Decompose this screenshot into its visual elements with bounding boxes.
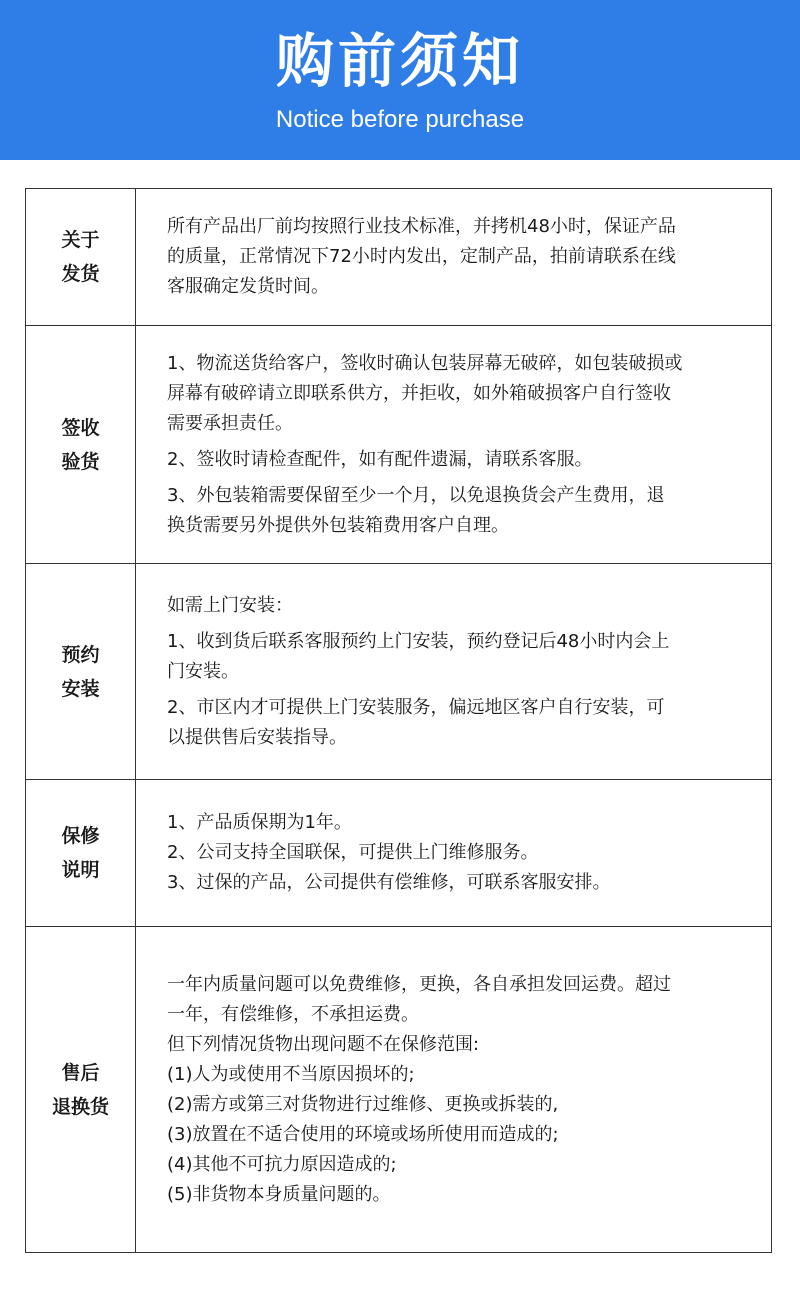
section-label-line: 关于 bbox=[61, 229, 100, 251]
section-label-line: 说明 bbox=[61, 859, 100, 881]
section-label bbox=[26, 927, 136, 1253]
section-content bbox=[136, 326, 772, 564]
page-title: 购前须知 bbox=[275, 27, 524, 95]
section-label-line: 验货 bbox=[61, 450, 100, 473]
paragraph bbox=[167, 808, 753, 838]
header-banner bbox=[0, 0, 800, 160]
section-label-line: 签收 bbox=[61, 416, 100, 439]
text-line: 2、市区内才可提供上门安装服务，偏远地区客户自行安装，可 bbox=[167, 696, 665, 718]
paragraph bbox=[167, 693, 753, 753]
text-line: 但下列情况货物出现问题不在保修范围: bbox=[167, 1033, 480, 1055]
section-inspection bbox=[26, 326, 772, 564]
section-label-line: 售后 bbox=[61, 1061, 100, 1084]
section-after-sales bbox=[26, 927, 772, 1253]
paragraph bbox=[167, 1060, 753, 1090]
section-label bbox=[26, 189, 136, 326]
section-label-line: 发货 bbox=[61, 263, 100, 285]
section-label-line: 预约 bbox=[61, 643, 100, 666]
section-label-line: 安装 bbox=[61, 677, 100, 700]
text-line: 需要承担责任。 bbox=[167, 412, 293, 434]
text-line: 2、签收时请检查配件，如有配件遗漏，请联系客服。 bbox=[167, 448, 593, 470]
section-label-line: 保修 bbox=[61, 825, 100, 847]
section-shipping bbox=[26, 189, 772, 326]
section-warranty bbox=[26, 780, 772, 927]
paragraph bbox=[167, 481, 753, 541]
text-line: (2)需方或第三对货物进行过维修、更换或拆装的, bbox=[167, 1093, 559, 1115]
paragraph bbox=[167, 445, 753, 475]
section-content bbox=[136, 189, 772, 326]
notice-table bbox=[25, 188, 772, 1253]
text-line: (4)其他不可抗力原因造成的; bbox=[167, 1153, 397, 1175]
paragraph bbox=[167, 349, 753, 439]
text-line: 屏幕有破碎请立即联系供方，并拒收，如外箱破损客户自行签收 bbox=[167, 382, 671, 404]
text-line: 2、公司支持全国联保，可提供上门维修服务。 bbox=[167, 842, 539, 863]
paragraph bbox=[167, 1030, 753, 1060]
section-label-line: 退换货 bbox=[51, 1095, 109, 1118]
paragraph bbox=[167, 1120, 753, 1150]
text-line: 一年，有偿维修，不承担运费。 bbox=[167, 1003, 419, 1025]
paragraph bbox=[167, 627, 753, 687]
text-line: 1、产品质保期为1年。 bbox=[167, 812, 352, 833]
section-content bbox=[136, 780, 772, 927]
text-line: 如需上门安装： bbox=[167, 594, 293, 616]
paragraph bbox=[167, 1090, 753, 1120]
paragraph bbox=[167, 838, 753, 868]
text-line: (5)非货物本身质量问题的。 bbox=[167, 1183, 391, 1205]
text-line: 一年内质量问题可以免费维修，更换，各自承担发回运费。超过 bbox=[167, 973, 671, 995]
paragraph bbox=[167, 212, 753, 302]
text-line: 门安装。 bbox=[167, 660, 239, 682]
paragraph bbox=[167, 868, 753, 898]
text-line: 1、收到货后联系客服预约上门安装，预约登记后48小时内会上 bbox=[167, 630, 670, 652]
text-line: 客服确定发货时间。 bbox=[167, 276, 329, 297]
text-line: 的质量，正常情况下72小时内发出，定制产品，拍前请联系在线 bbox=[167, 246, 676, 267]
text-line: 1、物流送货给客户，签收时确认包装屏幕无破碎，如包装破损或 bbox=[167, 352, 683, 374]
section-installation bbox=[26, 564, 772, 780]
paragraph bbox=[167, 1180, 753, 1210]
text-line: (3)放置在不适合使用的环境或场所使用而造成的; bbox=[167, 1123, 559, 1145]
paragraph bbox=[167, 970, 753, 1030]
page-subtitle: Notice before purchase bbox=[275, 106, 525, 133]
section-label bbox=[26, 326, 136, 564]
section-label bbox=[26, 780, 136, 927]
text-line: 3、过保的产品，公司提供有偿维修，可联系客服安排。 bbox=[167, 872, 611, 893]
text-line: (1)人为或使用不当原因损坏的; bbox=[167, 1063, 415, 1085]
text-line: 所有产品出厂前均按照行业技术标准，并拷机48小时，保证产品 bbox=[167, 216, 676, 237]
section-content bbox=[136, 564, 772, 780]
paragraph bbox=[167, 591, 753, 621]
paragraph bbox=[167, 1150, 753, 1180]
section-label bbox=[26, 564, 136, 780]
section-content bbox=[136, 927, 772, 1253]
text-line: 3、外包装箱需要保留至少一个月，以免退换货会产生费用，退 bbox=[167, 484, 665, 506]
text-line: 换货需要另外提供外包装箱费用客户自理。 bbox=[167, 514, 509, 536]
text-line: 以提供售后安装指导。 bbox=[167, 726, 347, 748]
